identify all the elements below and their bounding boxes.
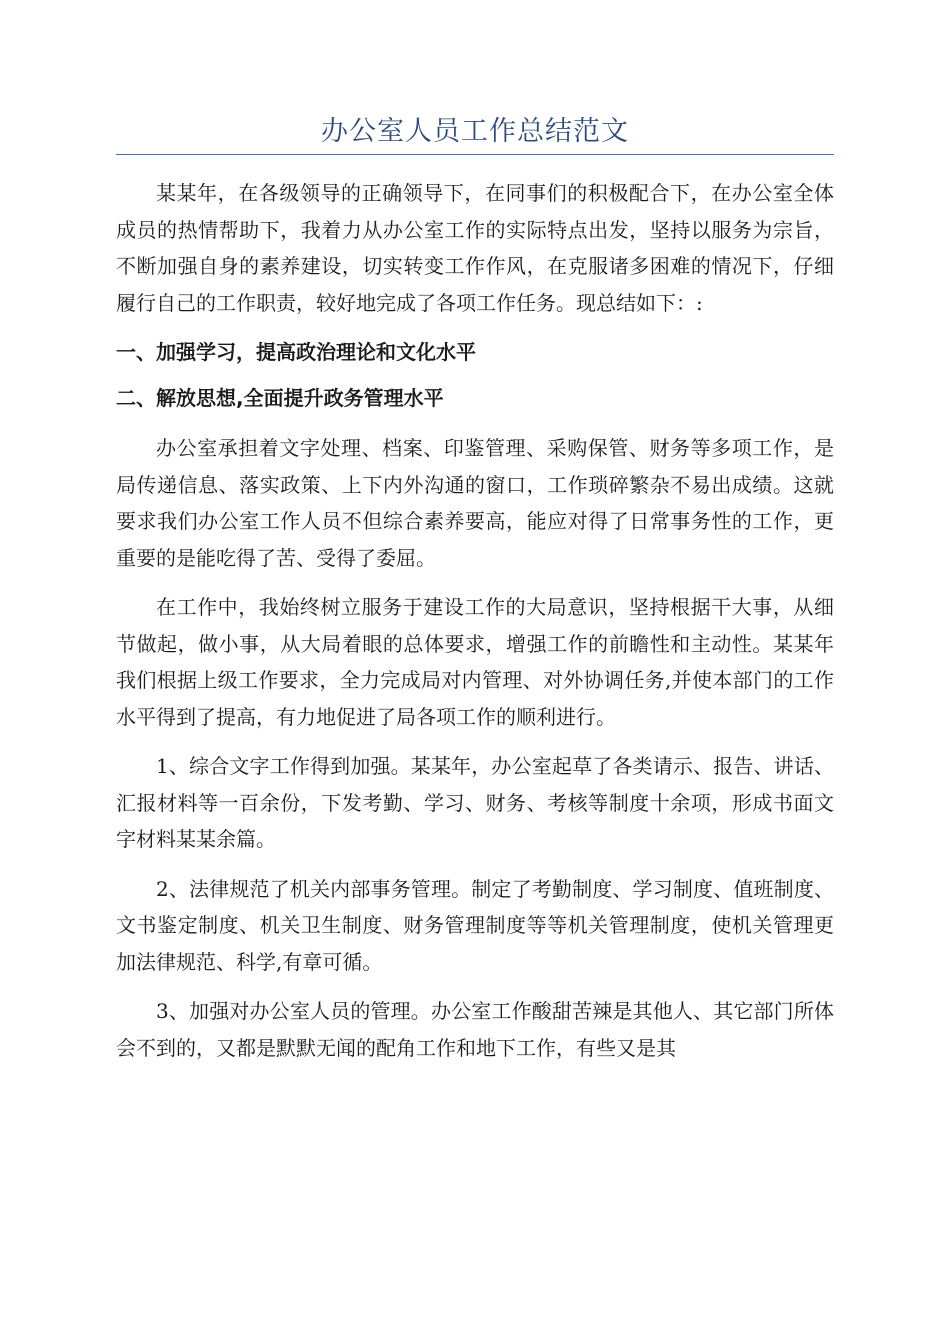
paragraph-intro: 某某年，在各级领导的正确领导下，在同事们的积极配合下，在办公室全体成员的热情帮助下，我着力从办公室工作的实际特点出发，坚持以服务为宗旨，不断加强自身的素养建设，切实转变工作作风，在克服诸多困难的情况下，仔细履行自己的工作职责，较好地完成了各项工作任务。现总结如下：: [116, 181, 834, 315]
paragraph-office-duties: 办公室承担着文字处理、档案、印鉴管理、采购保管、财务等多项工作，是局传递信息、落实政策、上下内外沟通的窗口，工作琐碎繁杂不易出成绩。这就要求我们办公室工作人员不但综合素养要高，能应对得了日常事务性的工作，更重要的是能吃得了苦、受得了委屈。 [116, 436, 834, 570]
document-page [116, 112, 834, 1079]
document-title: 办公室人员工作总结范文 [321, 116, 629, 147]
title-underline [116, 154, 834, 155]
paragraph-item-1: 1、综合文字工作得到加强。某某年，办公室起草了各类请示、报告、讲话、汇报材料等一百余份，下发考勤、学习、财务、考核等制度十余项，形成书面文字材料某某余篇。 [116, 754, 834, 851]
paragraph-work-approach: 在工作中，我始终树立服务于建设工作的大局意识，坚持根据干大事，从细节做起，做小事，从大局着眼的总体要求，增强工作的前瞻性和主动性。某某年我们根据上级工作要求，全力完成局对内管理、对外协调任务,并使本部门的工作水平得到了提高，有力地促进了局各项工作的顺利进行。 [116, 595, 834, 729]
paragraph-item-2: 2、法律规范了机关内部事务管理。制定了考勤制度、学习制度、值班制度、文书鉴定制度、机关卫生制度、财务管理制度等等机关管理制度，使机关管理更加法律规范、科学,有章可循。 [116, 876, 834, 974]
section-heading-1: 一、加强学习，提高政治理论和文化水平 [116, 340, 476, 364]
paragraph-item-3: 3、加强对办公室人员的管理。办公室工作酸甜苦辣是其他人、其它部门所体会不到的，又都是默默无闻的配角工作和地下工作，有些又是其 [116, 999, 834, 1060]
section-heading-2: 二、解放思想,全面提升政务管理水平 [116, 386, 444, 410]
document-body [116, 175, 834, 1066]
